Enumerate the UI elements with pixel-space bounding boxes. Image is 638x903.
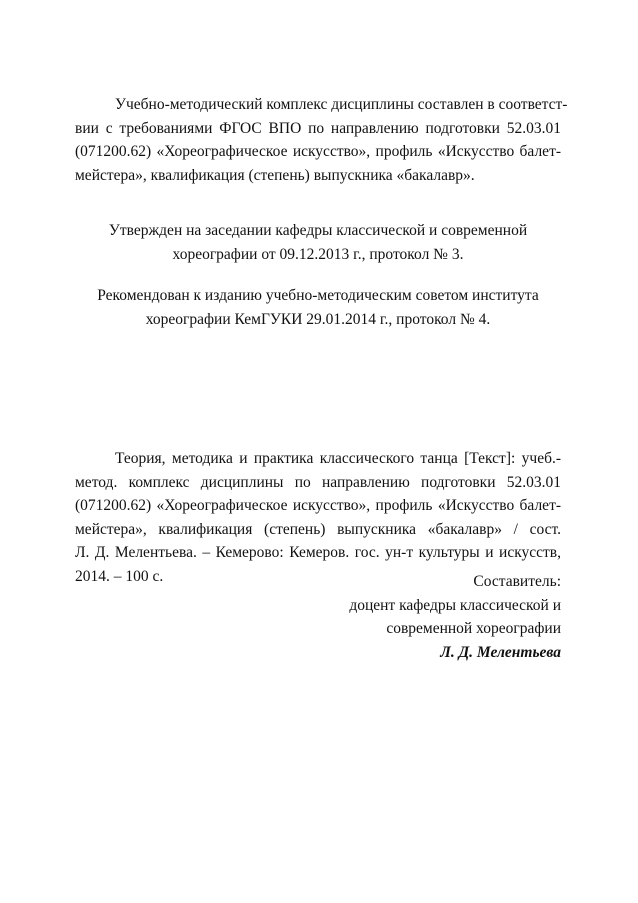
compiler-position: современной хореографии — [386, 620, 561, 637]
compilation-note-line: вии с требованиями ФГОС ВПО по направлению подготовки 52.03.01 — [75, 119, 561, 137]
approval-note — [75, 219, 561, 266]
compiler-name: Л. Д. Мелентьева — [440, 643, 561, 661]
approval-note-line: Утвержден на заседании кафедры классической и современной — [108, 222, 528, 239]
compilation-note — [75, 93, 568, 187]
citation-line: мейстера», квалификация (степень) выпускника «бакалавр» / сост. — [75, 520, 561, 538]
citation-line: Л. Д. Мелентьева. – Кемерово: Кемеров. гос. ун-т культуры и искусств, — [75, 544, 561, 561]
recommendation-note-line: Рекомендован к изданию учебно-методическим советом института — [97, 287, 539, 304]
approval-note-line: хореографии от 09.12.2013 г., протокол № 3. — [172, 245, 464, 263]
recommendation-note — [75, 284, 561, 331]
compilation-note-line: (071200.62) «Хореографическое искусство», профиль «Искусство балет- — [75, 143, 561, 160]
compiler-position: доцент кафедры классической и — [349, 596, 561, 614]
citation-line: Теория, методика и практика классического танца [Текст]: учеб.- — [115, 450, 561, 467]
compilation-note-line: мейстера», квалификация (степень) выпускника «бакалавр». — [75, 166, 475, 184]
compilation-note-line: Учебно-методический комплекс дисциплины составлен в соответст- — [115, 96, 568, 113]
citation-line: метод. комплекс дисциплины по направлению подготовки 52.03.01 — [75, 473, 561, 491]
citation-line: (071200.62) «Хореографическое искусство», профиль «Искусство балет- — [75, 497, 561, 514]
bibliographic-citation — [75, 447, 561, 588]
recommendation-note-line: хореографии КемГУКИ 29.01.2014 г., протокол № 4. — [145, 310, 491, 328]
citation-line: 2014. – 100 с. — [75, 567, 164, 585]
compiler-block — [75, 570, 561, 664]
compiler-label: Составитель: — [473, 573, 561, 590]
